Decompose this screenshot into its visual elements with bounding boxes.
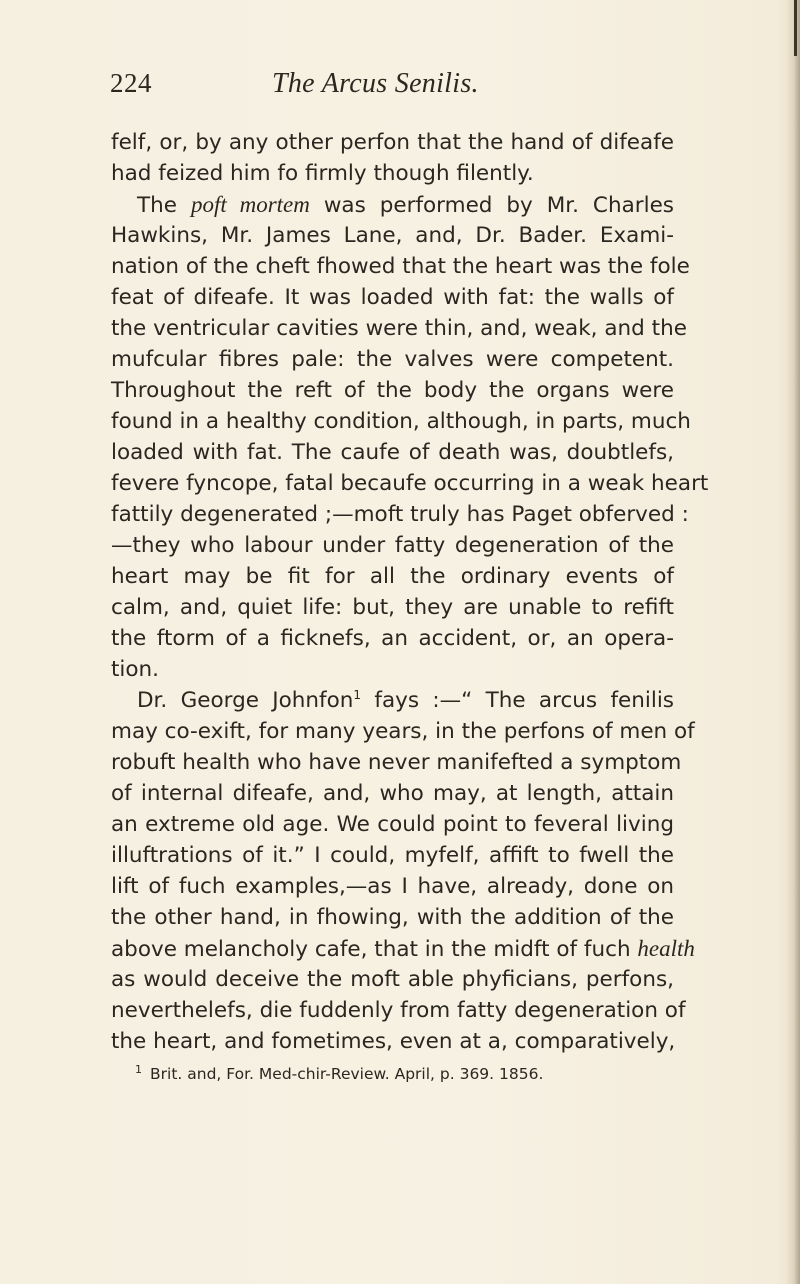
text-line: of internal difeafe, and, who may, at length, attain: [111, 781, 674, 806]
footnote-marker: 1: [135, 1062, 142, 1076]
text-line: found in a healthy condition, although, in parts, much: [111, 409, 691, 434]
text-line: —they who labour under fatty degeneration of the: [111, 533, 674, 558]
italic-phrase: health: [637, 936, 695, 961]
text-line: nation of the cheft fhowed that the heart was the fole: [111, 254, 690, 279]
text-line: Throughout the reft of the body the organs were: [111, 378, 674, 403]
text-line: the other hand, in fhowing, with the addition of the: [111, 905, 674, 930]
text-line: illuftrations of it.” I could, myfelf, affift to fwell the: [111, 843, 674, 868]
text-line: loaded with fat. The caufe of death was, doubtlefs,: [111, 440, 674, 465]
text-line: the ventricular cavities were thin, and, weak, and the: [111, 316, 687, 341]
body-text: [111, 127, 709, 1057]
text-line: above melancholy cafe, that in the midft of fuch health: [111, 936, 695, 962]
page-edge-line: [794, 0, 797, 56]
text-line: calm, and, quiet life: but, they are unable to refift: [111, 595, 674, 620]
page-header: [110, 68, 670, 108]
text-line: lift of fuch examples,—as I have, already, done on: [111, 874, 674, 899]
text-line: mufcular fibres pale: the valves were competent.: [111, 347, 674, 372]
page-number: 224: [110, 68, 152, 98]
text-line: the heart, and fometimes, even at a, comparatively,: [111, 1029, 676, 1054]
text-line: the ftorm of a ficknefs, an accident, or, an opera-: [111, 626, 674, 651]
text-line: heart may be fit for all the ordinary events of: [111, 564, 674, 589]
text-line: The poft mortem was performed by Mr. Charles: [137, 192, 674, 218]
text-line: Hawkins, Mr. James Lane, and, Dr. Bader. Exami-: [111, 223, 674, 248]
text-line: felf, or, by any other perfon that the hand of difeafe: [111, 130, 674, 155]
text-line: Dr. George Johnfon$^1$ fays :—“ The arcus fenilis: [137, 687, 674, 713]
running-title: The Arcus Senilis.: [272, 68, 479, 99]
text-line: an extreme old age. We could point to feveral living: [111, 812, 674, 837]
text-line: tion.: [111, 657, 160, 682]
page-edge-shadow: [786, 0, 800, 1284]
text-line: robuft health who have never manifefted a symptom: [111, 750, 682, 775]
italic-phrase: poft mortem: [190, 192, 310, 217]
footnote-text: Brit. and, For. Med-chir-Review. April, p. 369. 1856.: [150, 1065, 544, 1083]
text-line: fattily degenerated ;—moft truly has Paget obferved :: [111, 502, 689, 527]
text-line: neverthelefs, die fuddenly from fatty degeneration of: [111, 998, 686, 1023]
text-line: as would deceive the moft able phyficians, perfons,: [111, 967, 674, 992]
footnote-reference: 1: [353, 687, 362, 702]
text-line: fevere fyncope, fatal becaufe occurring in a weak heart: [111, 471, 709, 496]
text-line: feat of difeafe. It was loaded with fat: the walls of: [111, 285, 674, 310]
text-line: had feized him fo firmly though filently.: [111, 161, 534, 186]
footnote: [135, 1062, 675, 1083]
text-line: may co-exift, for many years, in the perfons of men of: [111, 719, 695, 744]
